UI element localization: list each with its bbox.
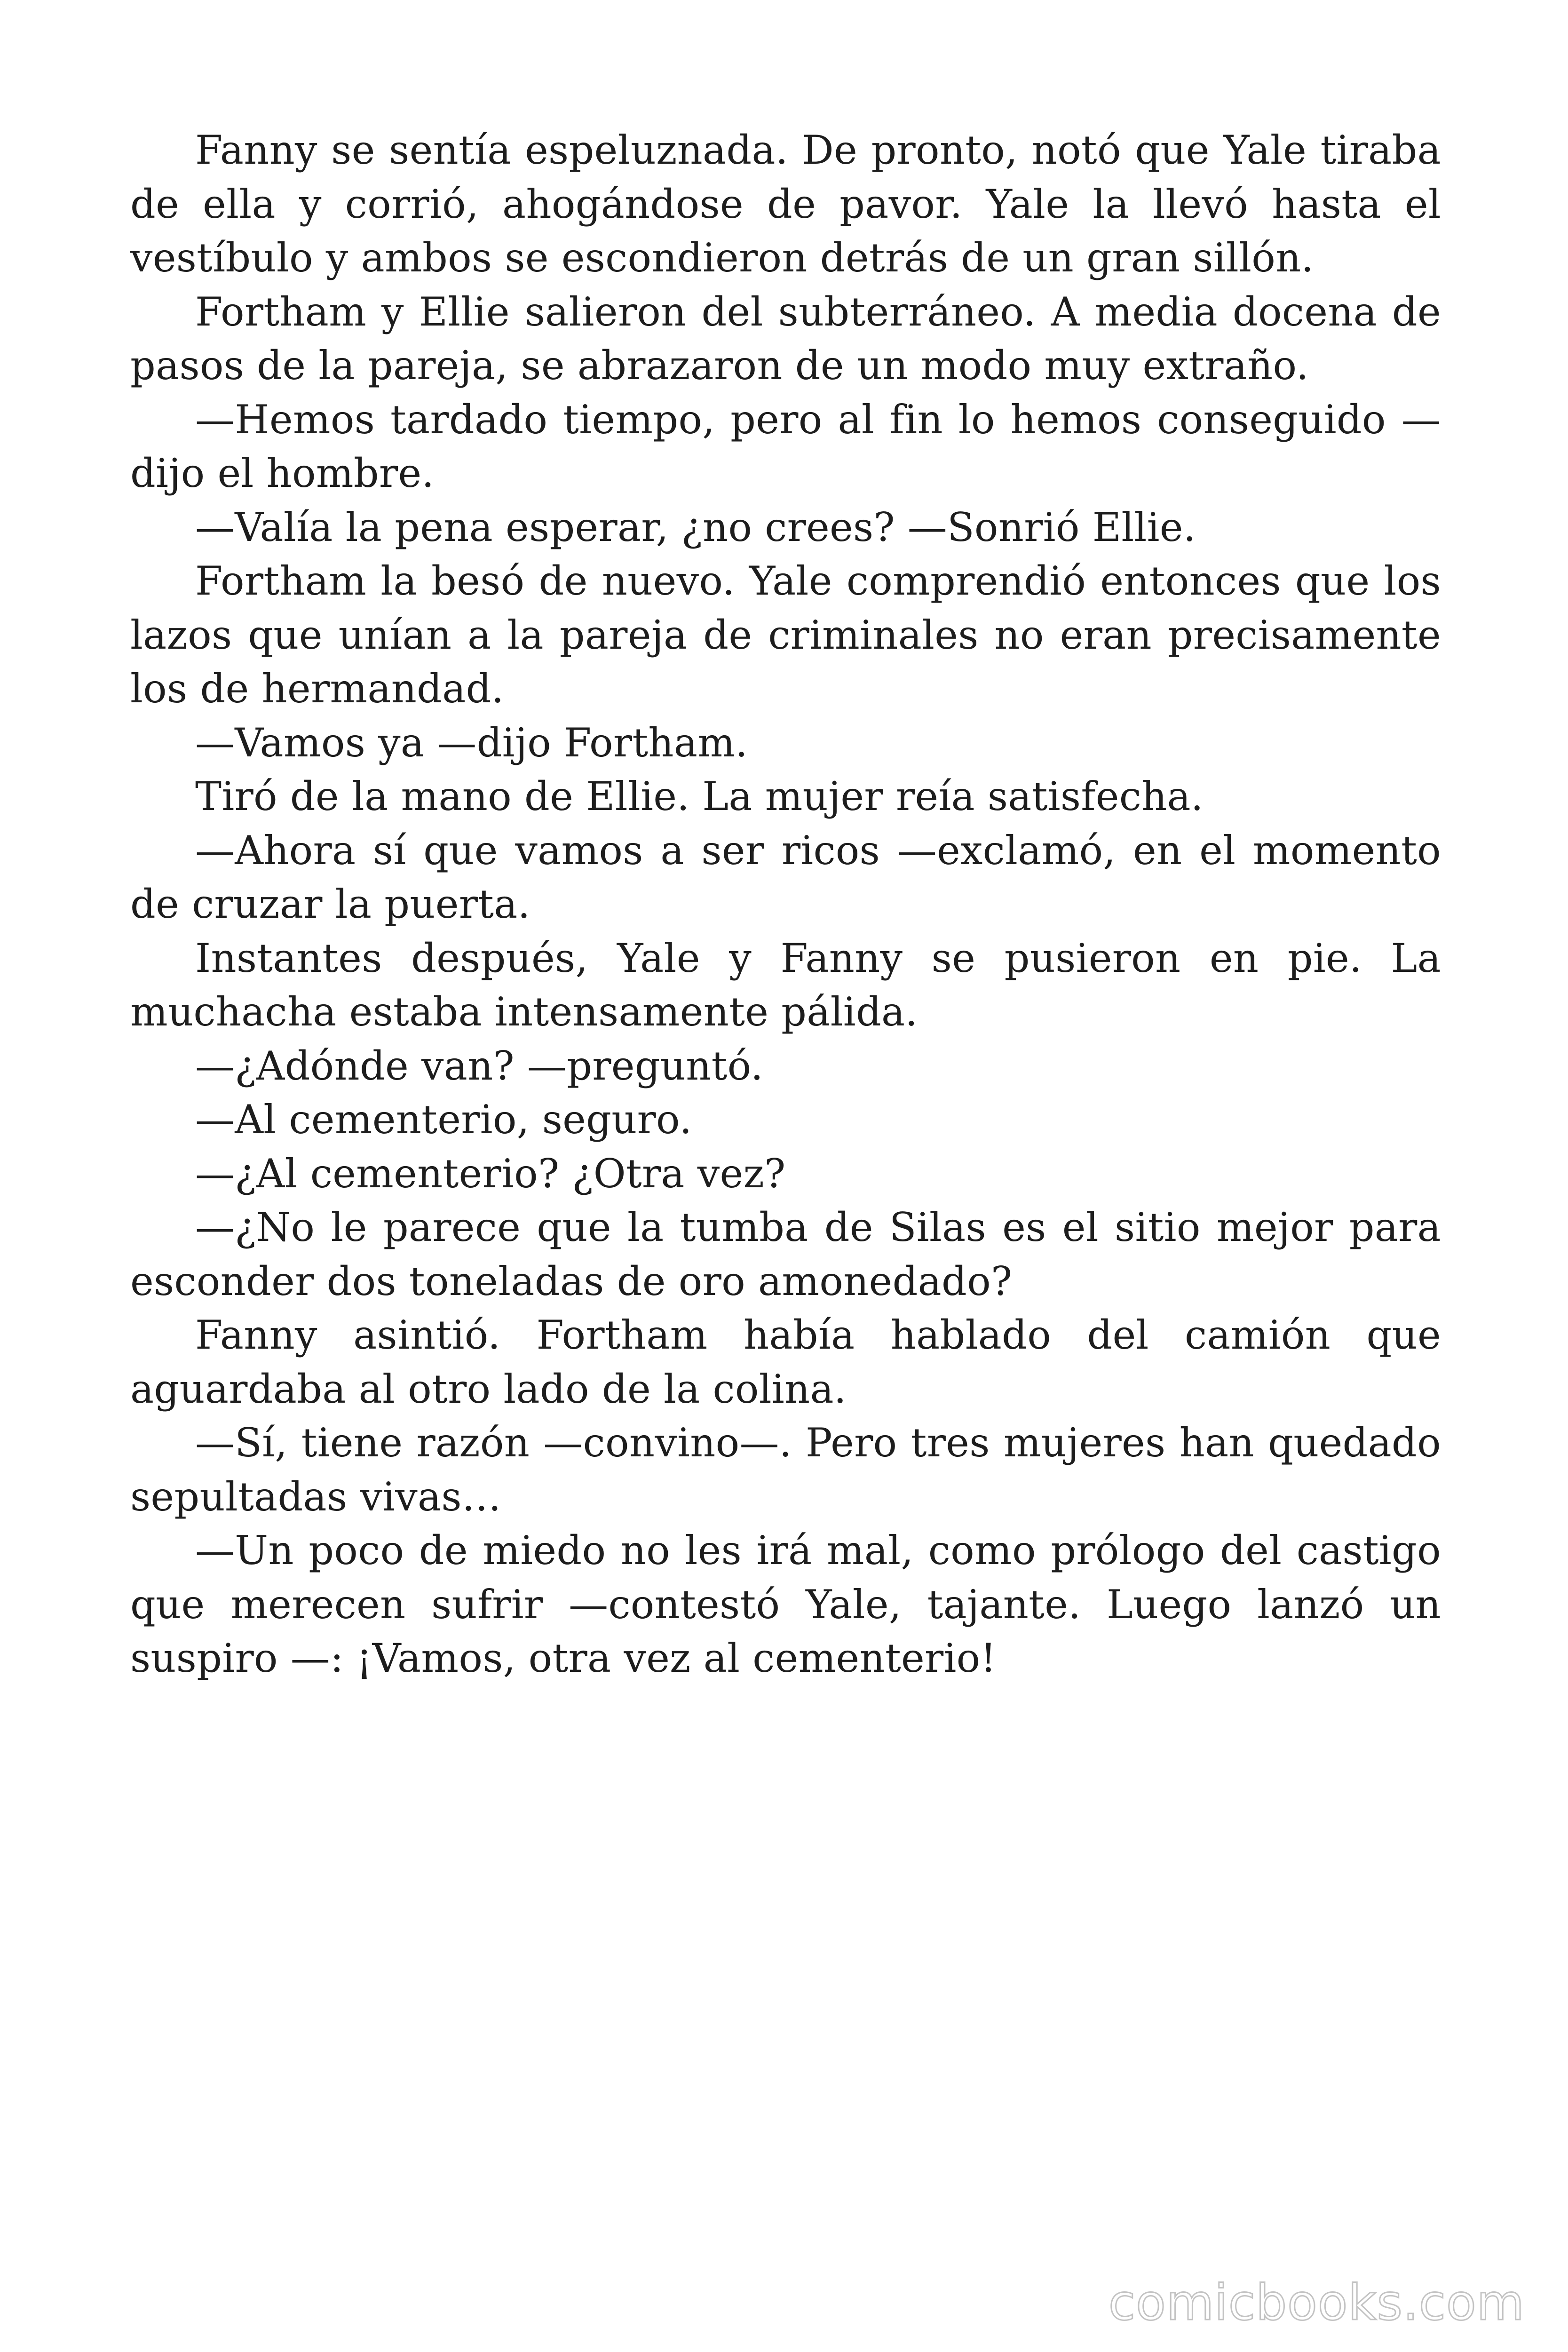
paragraph: —Sí, tiene razón —convino—. Pero tres mujeres han quedado sepultadas vivas… (130, 1420, 1441, 1520)
paragraph: —¿Al cementerio? ¿Otra vez? (195, 1150, 786, 1197)
paragraph: —Vamos ya —dijo Fortham. (195, 719, 748, 766)
paragraph: —Ahora sí que vamos a ser ricos —exclamó, en el momento de cruzar la puerta. (130, 827, 1441, 927)
body-text (130, 123, 1441, 1685)
paragraph: —Valía la pena esperar, ¿no crees? —Sonrió Ellie. (195, 504, 1196, 550)
paragraph: —Hemos tardado tiempo, pero al fin lo hemos conseguido —dijo el hombre. (130, 396, 1441, 496)
paragraph: —Un poco de miedo no les irá mal, como prólogo del castigo que merecen sufrir —contestó Yale, tajante. Luego lanzó un suspiro —: ¡Vamos, otra vez al cementerio! (130, 1527, 1441, 1681)
paragraph: —¿No le parece que la tumba de Silas es el sitio mejor para esconder dos toneladas de oro amonedado? (130, 1204, 1441, 1304)
watermark: comicbooks.com (1108, 2274, 1525, 2331)
paragraph: Instantes después, Yale y Fanny se pusieron en pie. La muchacha estaba intensamente pálida. (130, 935, 1441, 1035)
paragraph: Tiró de la mano de Ellie. La mujer reía satisfecha. (195, 773, 1204, 819)
paragraph: Fanny asintió. Fortham había hablado del camión que aguardaba al otro lado de la colina. (130, 1312, 1441, 1412)
paragraph: Fortham la besó de nuevo. Yale comprendió entonces que los lazos que unían a la pareja de criminales no eran precisamente los de hermandad. (130, 558, 1441, 712)
paragraph: Fortham y Ellie salieron del subterráneo. A media docena de pasos de la pareja, se abrazaron de un modo muy extraño. (130, 288, 1441, 389)
paragraph: —¿Adónde van? —preguntó. (195, 1042, 764, 1089)
paragraph: —Al cementerio, seguro. (195, 1097, 692, 1143)
paragraph: Fanny se sentía espeluznada. De pronto, notó que Yale tiraba de ella y corrió, ahogándose de pavor. Yale la llevó hasta el vestíbulo y ambos se escondieron detrás de un gran sillón. (130, 127, 1441, 281)
